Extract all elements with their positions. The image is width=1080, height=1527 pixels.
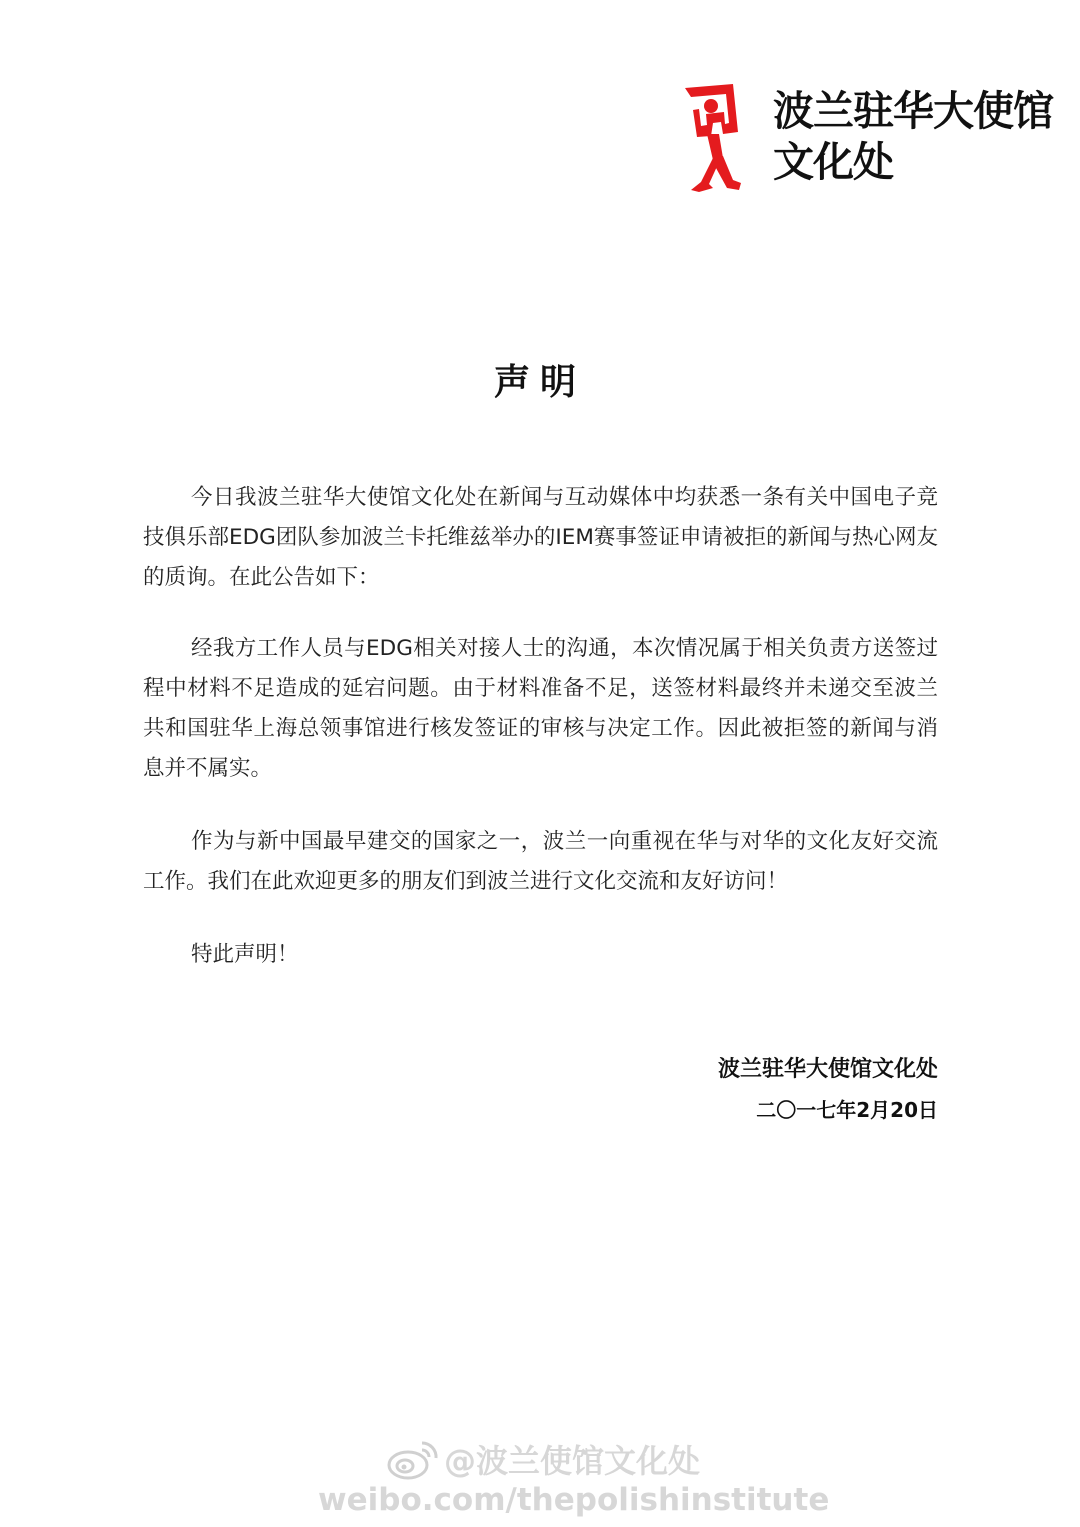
watermark-url: weibo.com/thepolishinstitute (318, 1482, 830, 1518)
document-title: 声明 (493, 362, 586, 403)
paragraph-2-text: 经我方工作人员与EDG相关对接人士的沟通，本次情况属于相关负责方送签过程中材料不足造成的延宕问题。由于材料准备不足，送签材料最终并未递交至波兰共和国驻华上海总领事馆进行核发签证的审核与决定工作。因此被拒签的新闻与消息并不属实。 (143, 636, 938, 781)
paragraph-3 (143, 822, 938, 902)
closing-statement: 特此声明！ (191, 942, 299, 967)
polish-institute-logo-icon (683, 84, 759, 197)
signature-date: 二〇一七年2月20日 (756, 1098, 938, 1122)
weibo-icon (384, 1436, 442, 1482)
paragraph-4 (143, 935, 938, 975)
header-logo (683, 84, 1053, 199)
paragraph-3-text: 作为与新中国最早建交的国家之一，波兰一向重视在华与对华的文化友好交流工作。我们在此欢迎更多的朋友们到波兰进行文化交流和友好访问！ (143, 829, 938, 894)
paragraph-1-text: 今日我波兰驻华大使馆文化处在新闻与互动媒体中均获悉一条有关中国电子竞技俱乐部EDG团队参加波兰卡托维兹举办的IEM赛事签证申请被拒的新闻与热心网友的质询。在此公告如下： (143, 485, 938, 590)
watermark-handle: @波兰使馆文化处 (444, 1442, 701, 1480)
logo-line-2: 文化处 (773, 138, 893, 186)
logo-text (773, 86, 1053, 188)
paragraph-1 (143, 478, 938, 598)
signature-organization: 波兰驻华大使馆文化处 (717, 1057, 938, 1082)
paragraph-2 (143, 629, 938, 789)
logo-line-1: 波兰驻华大使馆 (773, 87, 1053, 135)
